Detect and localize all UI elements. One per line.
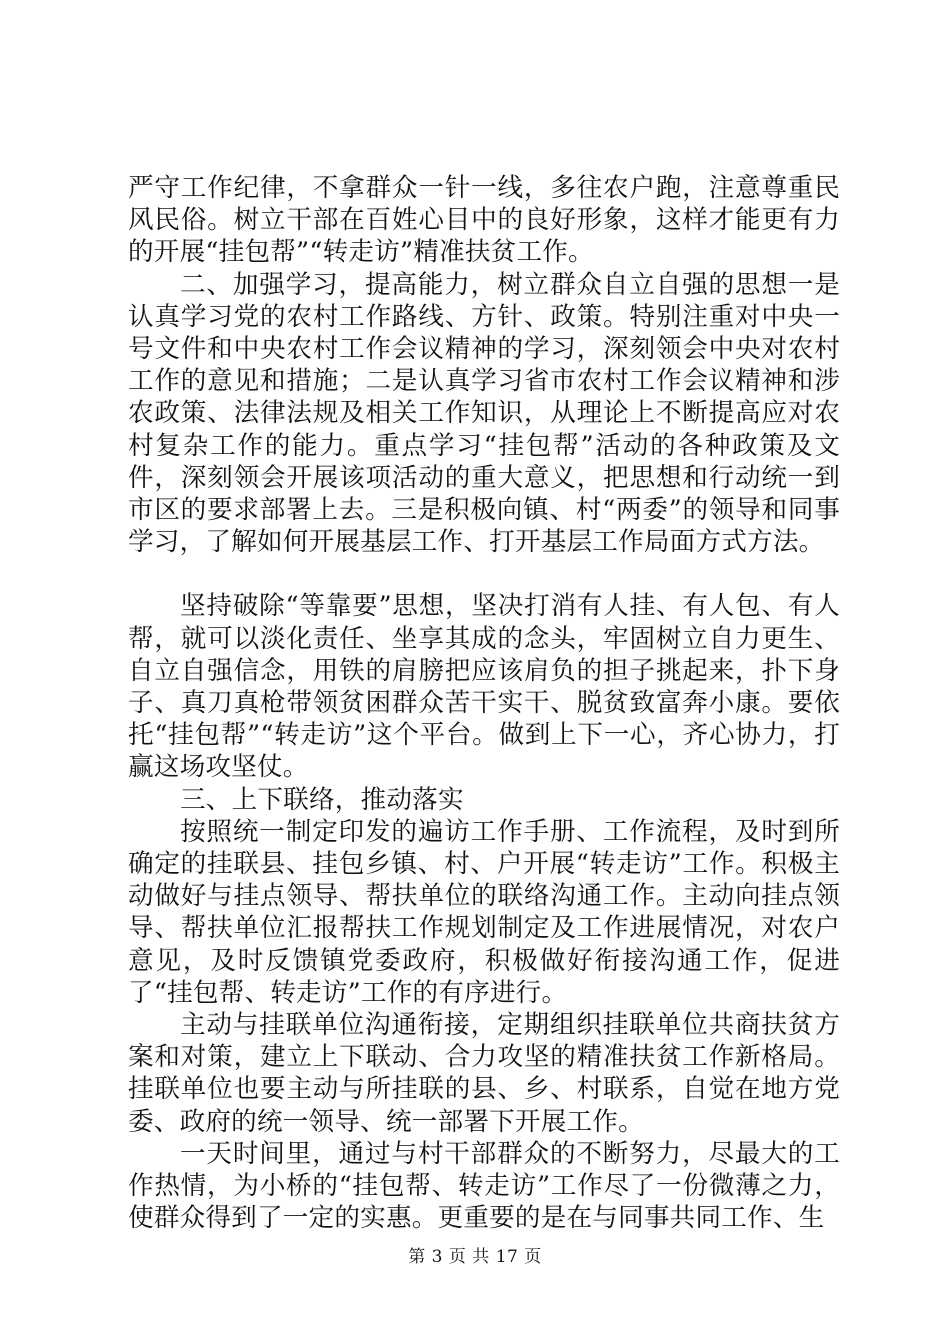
paragraph-summary: 一天时间里，通过与村干部群众的不断努力，尽最大的工作热情，为小桥的“挂包帮、转走访”工作尽了一份微薄之力，使群众得到了一定的实惠。更重要的是在与同事共同工作、生 xyxy=(128,1138,840,1234)
document-body xyxy=(128,172,840,1235)
paragraph-spacer xyxy=(128,558,840,590)
paragraph-discipline: 严守工作纪律，不拿群众一针一线，多往农户跑，注意尊重民风民俗。树立干部在百姓心目中的良好形象，这样才能更有力的开展“挂包帮”“转走访”精准扶贫工作。 xyxy=(128,173,840,268)
paragraph-section-two: 二、加强学习，提高能力，树立群众自立自强的思想一是认真学习党的农村工作路线、方针、政策。特别注重对中央一号文件和中央农村工作会议精神的学习，深刻领会中央对农村工作的意见和措施；二是认真学习省市农村工作会议精神和涉农政策、法律法规及相关工作知识，从理论上不断提高应对农村复杂工作的能力。重点学习“挂包帮”活动的各种政策及文件，深刻领会开展该项活动的重大意义，把思想和行动统一到市区的要求部署上去。三是积极向镇、村“两委”的领导和同事学习，了解如何开展基层工作、打开基层工作局面方式方法。 xyxy=(128,269,840,558)
paragraph-self-reliance: 坚持破除“等靠要”思想，坚决打消有人挂、有人包、有人帮，就可以淡化责任、坐享其成的念头，牢固树立自力更生、自立自强信念，用铁的肩膀把应该肩负的担子挑起来，扑下身子、真刀真枪带领贫困群众苦干实干、脱贫致富奔小康。要依托“挂包帮”“转走访”这个平台。做到上下一心，齐心协力，打赢这场攻坚仗。 xyxy=(128,591,840,783)
paragraph-visit-work: 按照统一制定印发的遍访工作手册、工作流程，及时到所确定的挂联县、挂包乡镇、村、户开展“转走访”工作。积极主动做好与挂点领导、帮扶单位的联络沟通工作。主动向挂点领导、帮扶单位汇报帮扶工作规划制定及工作进展情况，对农户意见，及时反馈镇党委政府，积极做好衔接沟通工作，促进了“挂包帮、转走访”工作的有序进行。 xyxy=(128,816,840,1008)
paragraph-coordination: 主动与挂联单位沟通衔接，定期组织挂联单位共商扶贫方案和对策，建立上下联动、合力攻坚的精准扶贫工作新格局。挂联单位也要主动与所挂联的县、乡、村联系，自觉在地方党委、政府的统一领导、统一部署下开展工作。 xyxy=(128,1010,840,1137)
page-number-footer: 第 3 页 共 17 页 xyxy=(408,1247,542,1267)
section-heading-three: 三、上下联络，推动落实 xyxy=(180,784,464,815)
